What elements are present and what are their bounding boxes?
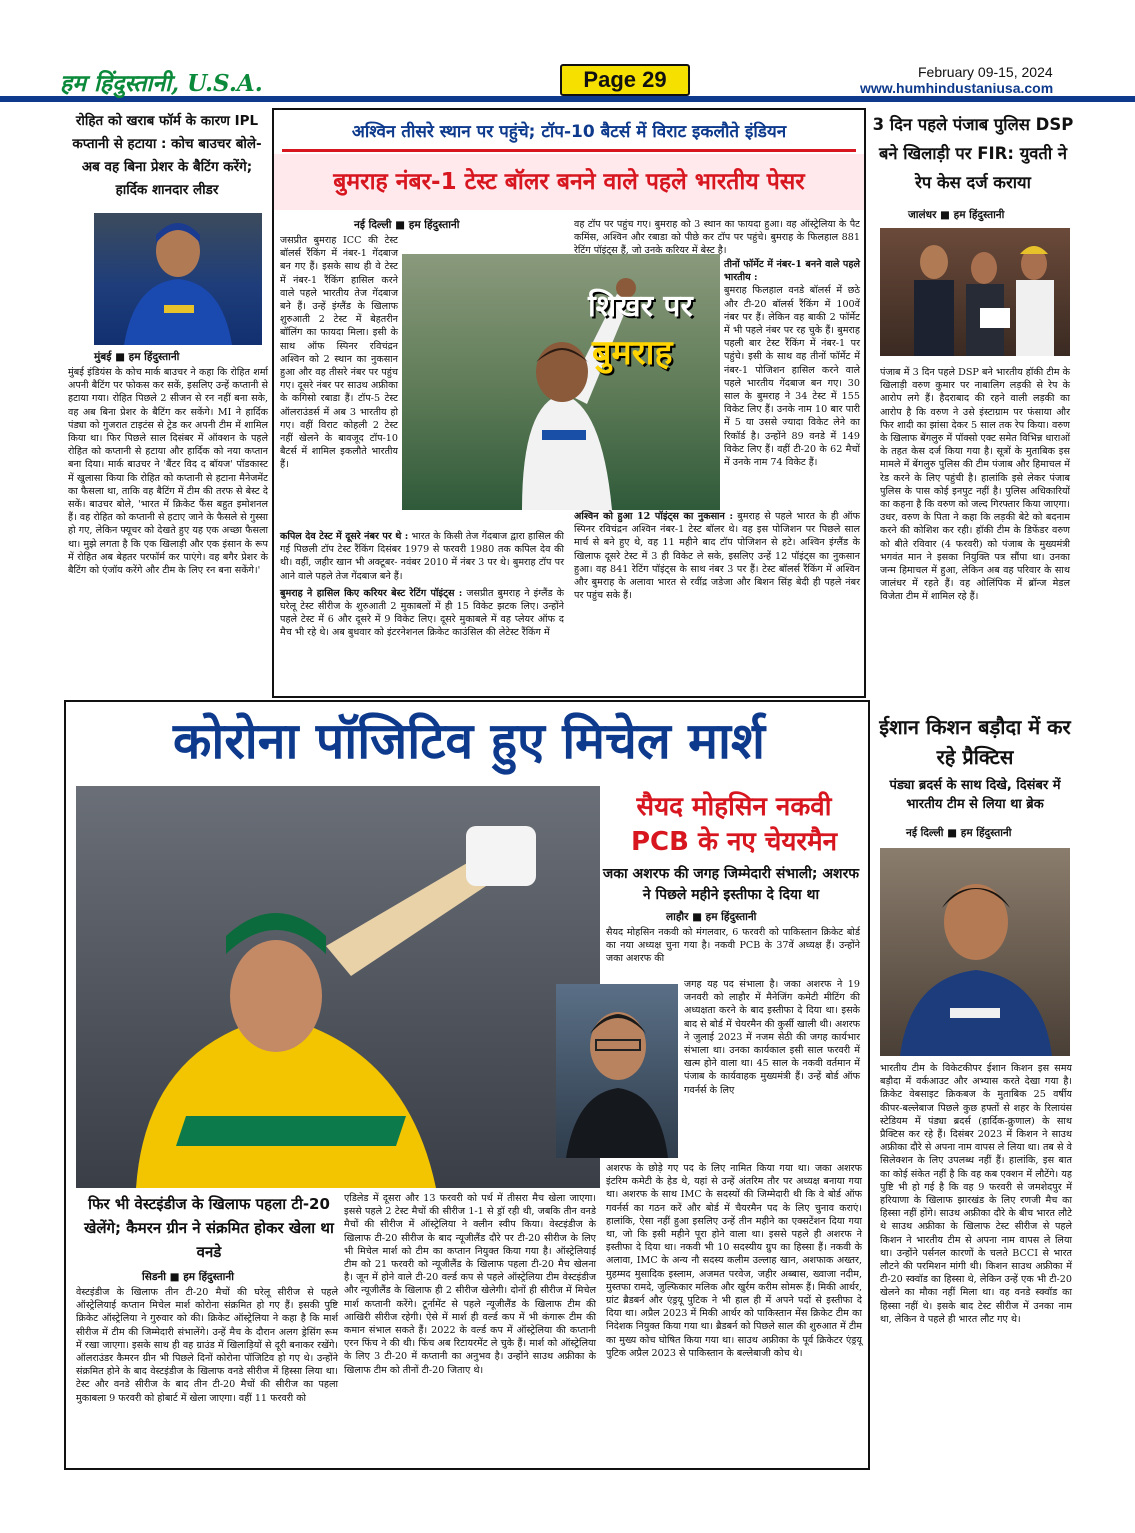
ishan-body: भारतीय टीम के विकेटकीपर ईशान किशन इस समय बड़ौदा में वर्कआउट और अभ्यास करते देखा गया है। क्रिकेट वेबसाइट क्रिकबज के मुताबिक 25 वर्षीय कीपर-बल्लेबाज पिछले कुछ हफ्तों से शहर के रिलायंस स्टेडियम में पंड्या ब्रदर्स (हार्दिक-क्रुणाल) के साथ प्रैक्टिस कर रहे हैं। दिसंबर 2023 में किशन ने साउथ अफ्रीका दौरे से अपना नाम वापस ले लिया था। तब से वे सिलेक्शन के लिए उपलब्ध नहीं हैं। हालांकि, इस बात का कोई संकेत नहीं है कि वह कब एक्शन में लौटेंगे। यह पुष्टि भी हो गई है कि वह 9 फरवरी से जमशेदपुर में हरियाणा के खिलाफ झारखंड के लिए रणजी मैच का हिस्सा नहीं होंगे। साउथ अफ्रीका दौरे के बीच भारत लौटे थे साउथ अफ्रीका के खिलाफ टेस्ट सीरीज से पहले किशन ने भारतीय टीम से अपना नाम वापस ले लिया था। उन्होंने पर्सनल कारणों के चलते BCCI से भारत लौटने की परमिशन मांगी थी। किशन साउथ अफ्रीका में टी-20 स्क्वॉड का हिस्सा थे, लेकिन उन्हें एक भी टी-20 खेलने का मौका नहीं मिला था। वह वनडे स्क्वॉड का हिस्सा नहीं थे। इसके बाद टेस्ट सीरीज में उनका नाम था, लेकिन वे पहले ही भारत लौट गए थे। <box>880 1063 1072 1325</box>
page-label: Page 29 <box>583 67 667 92</box>
bumrah-article <box>272 108 866 698</box>
rohit-photo <box>94 213 262 345</box>
bumrah-sub3-text-flow: बुमराह फिलहाल वनडे बॉलर्स में छठे और टी-20 बॉलर्स रैंकिंग में 100वें नंबर पर हैं। लेकिन वह बाकी 2 फॉर्मेट में भी पहले नंबर पर रह चुके हैं। बुमराह पहली बार टेस्ट रैंकिंग में नंबर-1 पर पहुंचे। इसी के साथ वह तीनों फॉर्मेट में नंबर-1 पोजिशन हासिल करने वाले पहले भारतीय गेंदबाज बन गए। 30 साल के बुमराह ने 34 टेस्ट में 155 विकेट लिए हैं। उनके नाम 10 बार पारी में 5 या उससे ज्यादा विकेट लेने का रिकॉर्ड है। उन्होंने 89 वनडे में 149 विकेट लिए हैं। वहीं टी-20 के 62 मैचों में उनके नाम 74 विकेट हैं। <box>724 285 860 469</box>
naqvi-headline-2: PCB के नए चेयरमैन <box>630 827 838 857</box>
dsp-headline: 3 दिन पहले पंजाब पुलिस DSP बने खिलाड़ी पर FIR: युवती ने रेप केस दर्ज कराया <box>872 115 1074 192</box>
masthead <box>0 62 1135 106</box>
marsh-article <box>64 700 870 1470</box>
bumrah-sub2: बुमराह ने हासिल किए करियर बेस्ट रेटिंग पॉइंट्स : <box>280 587 463 599</box>
bumrah-sub1-text: भारत के किसी तेज गेंदबाज द्वारा हासिल की गई पिछली टॉप टेस्ट रैंकिंग दिसंबर 1979 से फरवरी 1980 तक कपिल देव की थी। वहीं, जहीर खान भी अक्टूबर- नवंबर 2010 में नंबर 3 पर थे। बुमराह टॉप पर आने वाले पहले तेज गेंदबाज बने हैं। <box>280 531 564 582</box>
naqvi-lead: सैयद मोहसिन नकवी को मंगलवार, 6 फरवरी को पाकिस्तान क्रिकेट बोर्ड का नया अध्यक्ष चुना गया है। नकवी PCB के 37वें अध्यक्ष हैं। उन्होंने जका अशरफ की <box>606 927 860 965</box>
ishan-dateline: नई दिल्ली ■ हम हिंदुस्तानी <box>906 827 1012 839</box>
bumrah-sub4: अश्विन को हुआ 12 पॉइंट्स का नुकसान : <box>574 511 733 522</box>
bumrah-sub1: कपिल देव टेस्ट में दूसरे नंबर पर थे : <box>280 531 409 542</box>
rohit-dateline: मुंबई ■ हम हिंदुस्तानी <box>94 351 180 363</box>
bumrah-sub3-block <box>724 258 860 284</box>
bumrah-sub2-block <box>280 587 564 640</box>
rohit-headline: रोहित को खराब फॉर्म के कारण IPL कप्तानी से हटाया : कोच बाउचर बोले- अब वह बिना प्रेशर के बैटिंग करेंगे; हार्दिक शानदार लीडर <box>72 113 262 198</box>
bumrah-headline-band <box>274 154 864 210</box>
page-label-box <box>560 64 690 96</box>
marsh-photo <box>76 786 600 1188</box>
naqvi-photo-figure <box>556 984 678 1158</box>
dsp-photo <box>880 228 1070 356</box>
bumrah-col2-right <box>724 258 860 469</box>
naqvi-headline-1: सैयद मोहसिन नकवी <box>636 792 832 822</box>
bumrah-sub2-text: जसप्रीत बुमराह ने इंग्लैंड के घरेलू टेस्ट सीरीज के शुरुआती 2 मुकाबलों में ही 15 विकेट झटक लिए। उन्होंने पहले टेस्ट में 6 और दूसरे में 9 विकेट लिए। दूसरे मुकाबले में वह प्लेयर ऑफ द मैच भी रहे थे। अब बुधवार को इंटरनेशनल क्रिकेट काउंसिल की लेटेस्ट रैंकिंग में <box>280 587 565 639</box>
bumrah-photo-caption-top: शिखर पर <box>588 289 693 324</box>
bumrah-sub3: तीनों फॉर्मेट में नंबर-1 बनने वाले पहले भारतीय : <box>724 259 860 284</box>
bumrah-col2-top: वह टॉप पर पहुंच गए। बुमराह को 3 स्थान का फायदा हुआ। वह ऑस्ट्रेलिया के पैट कमिंस, अश्विन और रबाडा को पीछे कर टॉप पर पहुंचे। बुमराह के फिलहाल 881 रेटिंग पॉइंट्स हैं, जो उनके करियर में बेस्ट है। <box>574 219 860 257</box>
naqvi-dateline: लाहौर ■ हम हिंदुस्तानी <box>666 911 757 923</box>
bumrah-sub1-block <box>280 530 564 583</box>
website-link[interactable]: www.humhindustaniusa.com <box>860 80 1054 96</box>
marsh-col2: एडिलेड में दूसरा और 13 फरवरी को पर्थ में तीसरा मैच खेला जाएगा। इससे पहले 2 टेस्ट मैचों की सीरीज 1-1 से ड्रॉ रही थी, जबकि तीन वनडे मैचों की सीरीज में ऑस्ट्रेलिया ने क्लीन स्वीप किया। वेस्टइंडीज के खिलाफ टी-20 सीरीज के बाद न्यूजीलैंड दौरे पर टी-20 सीरीज के लिए भी मिचेल मार्श को टीम का कप्तान नियुक्त किया गया है। ऑस्ट्रेलियाई टीम को 21 फरवरी को न्यूजीलैंड के खिलाफ पहला टी-20 मैच खेलना है। जून में होने वाले टी-20 वर्ल्ड कप से पहले ऑस्ट्रेलिया टीम वेस्टइंडीज और न्यूजीलैंड के खिलाफ ही 2 सीरीज खेलेगी। दोनों ही सीरीज में मिचेल मार्श कप्तानी करेंगे। टूर्नामेंट से पहले न्यूजीलैंड के खिलाफ टीम की आखिरी सीरीज रहेगी। ऐसे में मार्श ही वर्ल्ड कप में भी कंगारू टीम की कमान संभाल सकते हैं। 2022 के वर्ल्ड कप में ऑस्ट्रेलिया की कप्तानी एरन फिंच ने की थी। फिंच अब रिटायरमेंट ले चुके हैं। मार्श को ऑस्ट्रेलिया के लिए 3 टी-20 में कप्तानी का अनुभव है। उन्होंने साउथ अफ्रीका के खिलाफ टीम को तीनों टी-20 जिताए थे। <box>344 1193 596 1376</box>
bumrah-col1-lead: जसप्रीत बुमराह ICC की टेस्ट बॉलर्स रैंकिंग में नंबर-1 गेंदबाज बन गए हैं। इसके साथ ही वे टेस्ट में नंबर-1 रैंकिंग हासिल करने वाले पहले भारतीय तेज गेंदबाज बने हैं। उन्हें इंग्लैंड के खिलाफ शुरुआती 2 टेस्ट में बेहतरीन बॉलिंग का फायदा मिला। इसी के साथ ऑफ स्पिनर रविचंद्रन अश्विन को 2 स्थान का नुकसान हुआ और वह तीसरे नंबर पर पहुंच गए। दूसरे नंबर पर साउथ अफ्रीका के कगिसो रबाडा हैं। टॉप-5 टेस्ट ऑलराउंडर्स में अब 3 भारतीय हो गए। वहीं विराट कोहली 2 टेस्ट नहीं खेलने के बावजूद टॉप-10 बैटर्स में शामिल इकलौते भारतीय हैं। <box>280 235 398 471</box>
bumrah-sub4-text: बुमराह से पहले भारत के ही ऑफ स्पिनर रविचंद्रन अश्विन नंबर-1 टेस्ट बॉलर थे। वह इस पोजिशन पर पिछले साल मार्च से बने हुए थे, वह 11 महीने बाद टॉप पोजिशन से हटे। अश्विन इंग्लैंड के खिलाफ दूसरे टेस्ट में 3 ही विकेट ले सके, इसलिए उन्हें 12 पॉइंट्स का नुकसान हुआ। वह 841 रेटिंग पॉइंट्स के साथ नंबर 3 पर हैं। टेस्ट बॉलर्स रैंकिंग में अश्विन और बुमराह के अलावा भारत से रवींद्र जडेजा और बिशन सिंह बेदी ही पहले नंबर पर पहुंच सके हैं। <box>574 511 860 602</box>
naqvi-subhead: जका अशरफ की जगह जिम्मेदारी संभाली; अशरफ ने पिछले महीने इस्तीफा दे दिया था <box>602 866 860 903</box>
bumrah-col2-lower <box>574 510 860 602</box>
bumrah-kicker-band <box>282 116 856 152</box>
bumrah-headline: बुमराह नंबर-1 टेस्ट बॉलर बनने वाले पहले भारतीय पेसर <box>333 169 805 195</box>
bumrah-col1-lower <box>280 530 564 640</box>
ishan-article <box>876 712 1074 1472</box>
naqvi-beside-photo: जगह यह पद संभाला है। जका अशरफ ने 19 जनवरी को लाहौर में मैनेजिंग कमेटी मीटिंग की अध्यक्षता करने के बाद इस्तीफा दे दिया था। इसके बाद से बोर्ड में चेयरमैन की कुर्सी खाली थी। अशरफ ने जुलाई 2023 में नजम सेठी की जगह कार्यभार संभाला था। उनका कार्यकाल इसी साल फरवरी में खत्म होने वाला था। 45 साल के नकवी वर्तमान में पंजाब के कार्यवाहक मुख्यमंत्री हैं। उन्हें बोर्ड ऑफ गवर्नर्स के लिए <box>684 979 860 1096</box>
marsh-photo-figure <box>76 786 600 1188</box>
naqvi-rest: अशरफ के छोड़े गए पद के लिए नामित किया गया था। जका अशरफ इंटरिम कमेटी के हेड थे, यहां से उन्हें अंतरिम तौर पर अध्यक्ष बनाया गया था। अशरफ के साथ IMC के सदस्यों की जिम्मेदारी थी कि वे बोर्ड ऑफ गवर्नर्स का गठन करें और बोर्ड में चैयरमैन पद के लिए चुनाव कराएं। हालांकि, ऐसा नहीं हुआ इसलिए उन्हें तीन महीने का एक्सटेंशन दिया गया था, जो कि इसी महीने पूरा होने वाला था। इससे पहले ही अशरफ ने इस्तीफा दे दिया था। नकवी भी 10 सदस्यीय ग्रुप का हिस्सा हैं। नकवी के अलावा, IMC के अन्य नौ सदस्य कलीम उल्लाह खान, अशफाक अख्तर, मुहम्मद मुसादिक इस्लाम, अजमत परवेज, जहीर अब्बास, ख्वाजा नदीम, मुस्तफा रामदे, जुल्फिकार मलिक और खुर्रम करीम सोमरू हैं। मिकी आर्थर, ग्रांट ब्रैडबर्न और एंड्रयू पुटिक ने भी हाल ही में अपने पदों से इस्तीफा दे दिया था। अप्रैल 2023 में मिकी आर्थर को पाकिस्तान मेंस क्रिकेट टीम का निदेशक नियुक्त किया गया था। ब्रैडबर्न को पिछले साल की शुरुआत में टीम का मुख्य कोच घोषित किया गया था। साउथ अफ्रीका के पूर्व क्रिकेटर एंड्रयू पुटिक अप्रैल 2023 से पाकिस्तान के बल्लेबाजी कोच थे। <box>606 1163 862 1359</box>
bumrah-photo <box>402 254 720 510</box>
rohit-article <box>64 110 270 695</box>
ishan-headline: ईशान किशन बड़ौदा में कर रहे प्रैक्टिस <box>879 715 1071 769</box>
issue-date: February 09-15, 2024 <box>918 64 1053 80</box>
marsh-subhead: फिर भी वेस्टइंडीज के खिलाफ पहला टी-20 खेलेंगे; कैमरन ग्रीन ने संक्रमित होकर खेला था वनडे <box>84 1195 334 1261</box>
ishan-subhead: पंड्या ब्रदर्स के साथ दिखे, दिसंबर में भारतीय टीम से लिया था ब्रेक <box>889 778 1061 812</box>
dsp-photo-figures <box>880 228 1070 356</box>
dsp-body: पंजाब में 3 दिन पहले DSP बने भारतीय हॉकी टीम के खिलाड़ी वरुण कुमार पर नाबालिग लड़की से रेप के आरोप लगे हैं। हैदराबाद की रहने वाली लड़की का आरोप है कि वरुण ने उसे इंस्टाग्राम पर फंसाया और फिर शादी का झांसा देकर 5 साल तक रेप किया। वरुण के खिलाफ बेंगलुरु में पॉक्सो एक्ट समेत विभिन्न धाराओं के तहत केस दर्ज किया गया है। सूत्रों के मुताबिक इस मामले में बेंगलुरु पुलिस की टीम पंजाब और हिमाचल में रेड करने के लिए पहुंची है। हालांकि इसे लेकर पंजाब पुलिस के पास कोई इनपुट नहीं है। पुलिस अधिकारियों का कहना है कि वरुण को जल्द गिरफ्तार किया जाएगा। उधर, वरुण के पिता ने कहा कि लड़की बेटे को बदनाम करने की कोशिश कर रही। हॉकी टीम के डिफेंडर वरुण को बीते रविवार (4 फरवरी) को पंजाब के मुख्यमंत्री भगवंत मान ने इसका नियुक्ति पत्र सौंपा था। उनका जन्म हिमाचल में हुआ, लेकिन अब वह परिवार के साथ जालंधर में रहते हैं। वह ओलिंपिक में ब्रॉन्ज मेडल विजेता टीम में शामिल रहे हैं। <box>880 367 1070 603</box>
paper-name: हम हिंदुस्तानी, U.S.A. <box>60 70 263 97</box>
marsh-dateline: सिडनी ■ हम हिंदुस्तानी <box>142 1271 234 1283</box>
dsp-article <box>872 110 1074 710</box>
marsh-col1: वेस्टइंडीज के खिलाफ तीन टी-20 मैचों की घरेलू सीरीज से पहले ऑस्ट्रेलियाई कप्तान मिचेल मार्श कोरोना संक्रमित हो गए हैं। इसकी पुष्टि क्रिकेट ऑस्ट्रेलिया ने गुरुवार को की। क्रिकेट ऑस्ट्रेलिया ने कहा है कि मार्श सीरीज में टीम की जिम्मेदारी संभालेंगे। उन्हें मैच के दौरान अलग ड्रेसिंग रूम में रखा जाएगा। इसके साथ ही वह ग्राउंड में खिलाड़ियों से दूरी बनाकर रखेंगे। ऑलराउंडर कैमरन ग्रीन भी पिछले दिनों कोरोना पॉजिटिव हो गए थे। उन्होंने संक्रमित होने के बाद वेस्टइंडीज के खिलाफ वनडे सीरीज में हिस्सा लिया था। टेस्ट और वनडे सीरीज के बाद तीन टी-20 मैचों की सीरीज का पहला मुकाबला 9 फरवरी को होबार्ट में खेला जाएगा। वहीं 11 फरवरी को <box>76 1287 338 1404</box>
rohit-body: मुंबई इंडियंस के कोच मार्क बाउचर ने कहा कि रोहित शर्मा अपनी बैटिंग पर फोकस कर सकें, इसलिए उन्हें कप्तानी से हटाया गया। रोहित पिछले 2 सीजन से रन नहीं बना सके, वह अब बिना प्रेशर के बैटिंग कर सकेंगे। MI ने हार्दिक पंड्या को गुजरात टाइटंस से ट्रेड कर अपनी टीम में शामिल किया था। फिर पिछले साल दिसंबर में ऑक्शन के पहले रोहित को कप्तानी से हटाया और हार्दिक को नया कप्तान बना दिया। मार्क बाउचर ने 'बैंटर विद द बॉयज' पॉडकास्ट में खुलासा किया कि रोहित को कप्तानी से हटाना मैनेजमेंट का फैसला था, ताकि वह बैटिंग में टीम की तरफ से बेस्ट दे सकें। बाउचर बोले, 'भारत में क्रिकेट फैंस बहुत इमोशनल हैं। वह रोहित को कप्तानी से हटाए जाने के फैसले से गुस्सा हो गए, लेकिन फ्यूचर को देखते हुए यह एक अच्छा फैसला था। मुझे लगता है कि एक खिलाड़ी और एक इंसान के रूप में रोहित अब बेहतर परफॉर्म कर पाएंगे। वह बगैर प्रेशर के बैटिंग को एंजॉय करेंगे और टीम के लिए रन बना सकेंगे।' <box>68 367 268 577</box>
marsh-headline: कोरोना पॉजिटिव हुए मिचेल मार्श <box>173 712 765 770</box>
bumrah-sub4-block <box>574 510 860 602</box>
ishan-photo-figure <box>880 848 1070 1056</box>
ishan-photo <box>880 848 1070 1056</box>
rohit-photo-figure <box>94 213 262 345</box>
bumrah-kicker: अश्विन तीसरे स्थान पर पहुंचे; टॉप-10 बैटर्स में विराट इकलौते इंडियन <box>351 122 787 142</box>
bumrah-dateline: नई दिल्ली ■ हम हिंदुस्तानी <box>354 219 460 231</box>
dsp-dateline: जालंधर ■ हम हिंदुस्तानी <box>908 209 1005 221</box>
naqvi-photo <box>556 984 678 1158</box>
bumrah-photo-caption-bottom: बुमराह <box>592 333 673 373</box>
